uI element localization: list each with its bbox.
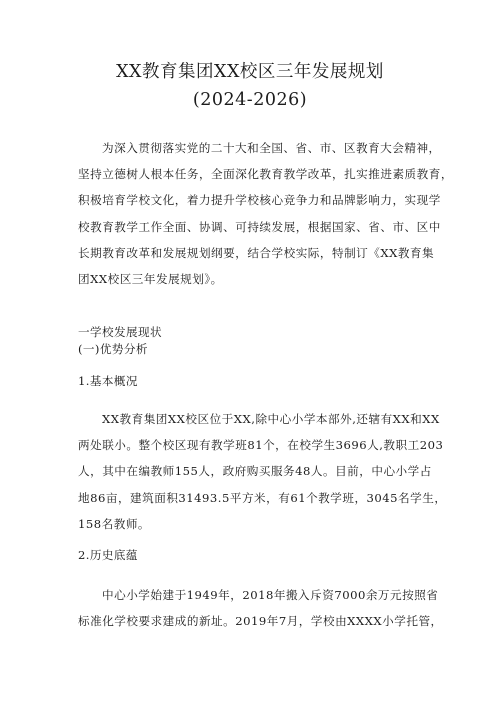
history-paragraph <box>78 582 442 634</box>
item-heading: 1.基本概况 <box>78 374 138 388</box>
document-title-years: (2024-2026) <box>192 90 308 110</box>
paragraph-line: 为深入贯彻落实党的二十大和全国、省、市、区教育大会精神， <box>102 141 441 155</box>
section-heading: 一学校发展现状 <box>78 325 162 339</box>
paragraph-line: 地86亩，建筑面积31493.5平方米，有61个教学班，3045名学生， <box>78 490 447 505</box>
document-title: XX教育集团XX校区三年发展规划 <box>116 62 384 82</box>
paragraph-line: XX教育集团XX校区位于XX,除中心小学本部外,还辖有XX和XX <box>102 412 440 426</box>
paragraph-line: 两处联小。整个校区现有教学班81个，在校学生3696人,教职工203 <box>78 438 444 453</box>
paragraph-line: 中心小学始建于1949年，2018年搬入斥资7000余万元按照省 <box>102 588 439 602</box>
item-heading: 2.历史底蕴 <box>78 548 138 562</box>
paragraph-line: 积极培育学校文化，着力提升学校核心竞争力和品牌影响力，实现学 <box>78 193 441 208</box>
subsection-heading: (一)优势分析 <box>78 342 148 356</box>
paragraph-line: 团XX校区三年发展规划》。 <box>78 272 223 287</box>
paragraph-line: 标准化学校要求建成的新址。2019年7月，学校由XXXX小学托管， <box>78 614 443 629</box>
paragraph-line: 人，其中在编教师155人，政府购买服务48人。目前，中心小学占 <box>78 464 432 479</box>
paragraph-line: 长期教育改革和发展规划纲要，结合学校实际，特制订《XX教育集 <box>78 245 435 260</box>
intro-paragraph <box>78 135 453 292</box>
overview-paragraph <box>78 406 447 537</box>
paragraph-line: 坚持立德树人根本任务，全面深化教育教学改革，扎实推进素质教育， <box>78 167 453 182</box>
paragraph-line: 158名教师。 <box>78 516 151 531</box>
paragraph-line: 校教育教学工作全面、协调、可持续发展，根据国家、省、市、区中 <box>78 219 441 234</box>
